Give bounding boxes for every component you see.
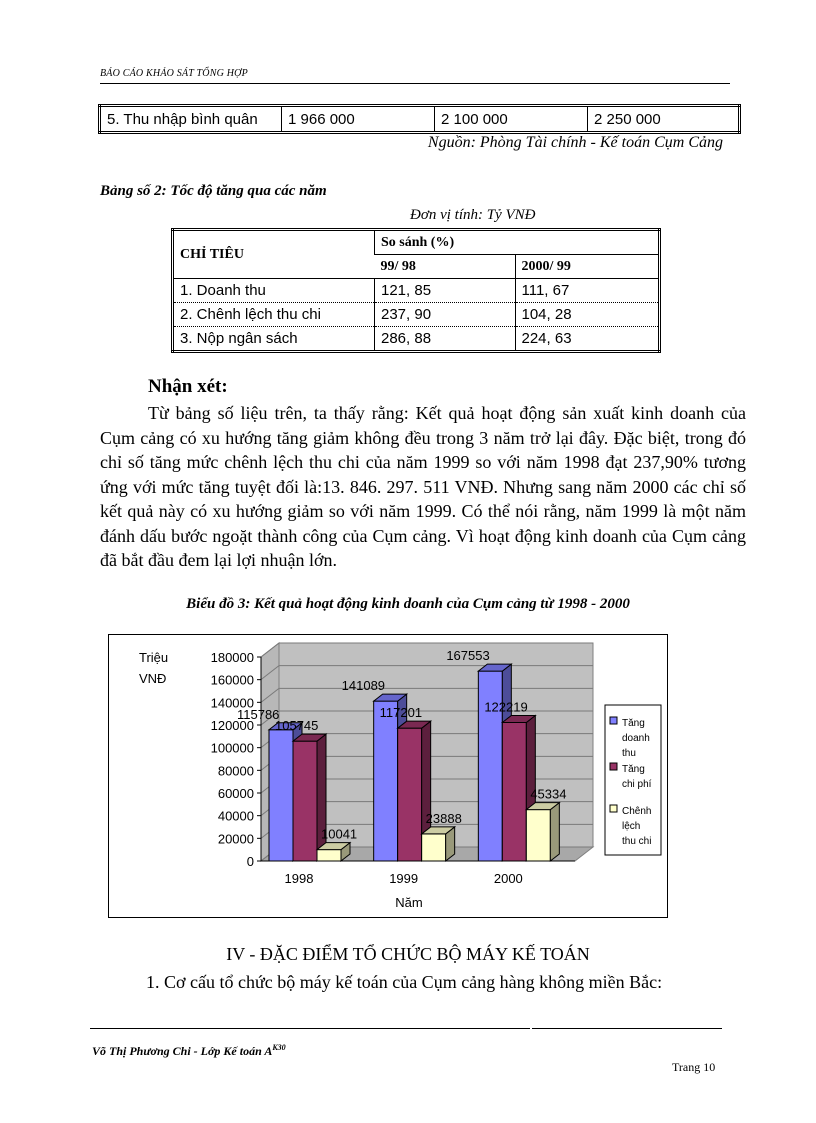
bar-chart xyxy=(109,635,667,917)
legend-label: Tăng xyxy=(622,718,645,729)
table-cell: 104, 28 xyxy=(515,303,660,327)
legend-label: lệch xyxy=(622,821,641,832)
header-rule xyxy=(100,83,730,84)
data-label: 122219 xyxy=(484,699,528,715)
table2-unit: Đơn vị tính: Tỷ VNĐ xyxy=(410,207,536,223)
table-cell: 2 100 000 xyxy=(435,106,588,133)
section-subtitle: 1. Cơ cấu tổ chức bộ máy kế toán của Cụm cảng hàng không miền Bắc: xyxy=(146,972,663,992)
table-cell: 224, 63 xyxy=(515,327,660,352)
bar-front xyxy=(293,741,317,861)
table-row xyxy=(100,106,740,133)
data-label: 117201 xyxy=(379,705,423,721)
y-tick-label: 20000 xyxy=(217,831,254,847)
data-label: 23888 xyxy=(425,810,462,826)
table-cell: 286, 88 xyxy=(375,327,516,352)
legend-label: thu chi xyxy=(622,836,652,847)
chart-title: Biểu đồ 3: Kết quả hoạt động kinh doanh của Cụm cảng từ 1998 - 2000 xyxy=(186,596,630,612)
table-cell: 237, 90 xyxy=(375,303,516,327)
y-tick-label: 160000 xyxy=(210,672,254,688)
y-tick-label: 180000 xyxy=(210,650,254,665)
section-title: IV - ĐẶC ĐIỂM TỔ CHỨC BỘ MÁY KẾ TOÁN xyxy=(226,944,590,964)
x-axis-label: Năm xyxy=(395,895,423,910)
comment-paragraph: Từ bảng số liệu trên, ta thấy rằng: Kết quả hoạt động sản xuất kinh doanh của Cụm cảng có xu hướng tăng giảm không đều trong 3 năm trở lại đây. Đặc biệt, trong đó chỉ số tăng mức chênh lệch thu chi của năm 1999 so với năm 1998 đạt 237,90% tương ứng với mức tăng tuyệt đối là:13. 846. 297. 511 VNĐ. Nhưng sang năm 2000 các chỉ số kết quả này có xu hướng giảm so với năm 1999. Có thể nói rằng, năm 1999 là một năm đánh dấu bước ngoặt thành công của Cụm cảng. Vì hoạt động kinh doanh của Cụm cảng đã bắt đầu đem lại lợi nhuận lớn. xyxy=(100,403,746,570)
footer-rule xyxy=(532,1028,722,1029)
legend-swatch xyxy=(610,717,617,724)
legend-label: Tăng xyxy=(622,764,645,775)
table-row xyxy=(173,279,660,303)
footer-rule xyxy=(90,1028,530,1029)
legend-swatch xyxy=(610,805,617,812)
table-source: Nguồn: Phòng Tài chính - Kế toán Cụm Cảng xyxy=(427,134,723,151)
y-axis-label: VNĐ xyxy=(139,671,167,686)
column-header-indicator: CHỈ TIÊU xyxy=(173,230,375,279)
y-axis-label: Triệu xyxy=(139,650,169,665)
bar-front xyxy=(374,701,398,861)
table2-title: Bảng số 2: Tốc độ tăng qua các năm xyxy=(100,183,327,199)
table-cell: 121, 85 xyxy=(375,279,516,303)
chart-container xyxy=(108,634,668,918)
table-cell: 2. Chênh lệch thu chi xyxy=(173,303,375,327)
footer-author xyxy=(92,1043,286,1059)
comment-heading: Nhận xét: xyxy=(148,376,228,397)
legend-label: chi phí xyxy=(622,779,652,790)
footer-author-text: Võ Thị Phương Chi - Lớp Kế toán A xyxy=(92,1044,273,1058)
table-cell: 5. Thu nhập bình quân xyxy=(100,106,282,133)
bar-front xyxy=(502,722,526,861)
bar-front xyxy=(317,850,341,861)
legend-swatch xyxy=(610,763,617,770)
table-cell: 1 966 000 xyxy=(282,106,435,133)
table-cell: 2 250 000 xyxy=(594,110,661,128)
data-label: 167553 xyxy=(446,648,490,664)
data-label: 141089 xyxy=(341,678,386,694)
growth-table xyxy=(171,228,661,353)
y-tick-label: 40000 xyxy=(217,808,254,824)
bar-side xyxy=(550,803,559,861)
footer-class-sup: K30 xyxy=(272,1043,286,1052)
data-label: 105745 xyxy=(275,718,319,734)
column-header-9998: 99/ 98 xyxy=(375,255,516,279)
legend-label: thu xyxy=(622,748,636,759)
bar-front xyxy=(269,730,293,861)
table-row xyxy=(173,303,660,327)
data-label: 45334 xyxy=(530,786,567,802)
y-tick-label: 120000 xyxy=(210,718,254,733)
table-row xyxy=(173,327,660,352)
x-tick-label: 1999 xyxy=(389,871,419,886)
data-label: 10041 xyxy=(321,826,358,842)
table-header-row xyxy=(173,230,660,255)
legend-label: Chênh xyxy=(622,806,652,817)
header-title: BÁO CÁO KHẢO SÁT TỔNG HỢP xyxy=(100,68,248,79)
bar-side xyxy=(317,734,326,861)
y-tick-label: 0 xyxy=(246,854,254,869)
x-tick-label: 2000 xyxy=(493,871,523,886)
y-tick-label: 80000 xyxy=(217,763,254,779)
x-tick-label: 1998 xyxy=(284,871,314,886)
bar-front xyxy=(422,834,446,861)
column-header-200099: 2000/ 99 xyxy=(515,255,660,279)
bar-front xyxy=(526,810,550,861)
table-cell: 111, 67 xyxy=(515,279,660,303)
income-table xyxy=(98,104,741,134)
y-tick-label: 60000 xyxy=(217,786,254,801)
data-label: 115786 xyxy=(237,706,280,722)
y-tick-label: 140000 xyxy=(210,695,254,711)
table-cell: 3. Nộp ngân sách xyxy=(180,330,298,347)
legend-label: doanh xyxy=(622,733,650,744)
bar-front xyxy=(398,728,422,861)
y-tick-label: 100000 xyxy=(210,740,254,756)
column-header-compare: So sánh (%) xyxy=(375,230,660,255)
page-number: Trang 10 xyxy=(672,1060,716,1074)
table-cell: 1. Doanh thu xyxy=(173,279,375,303)
